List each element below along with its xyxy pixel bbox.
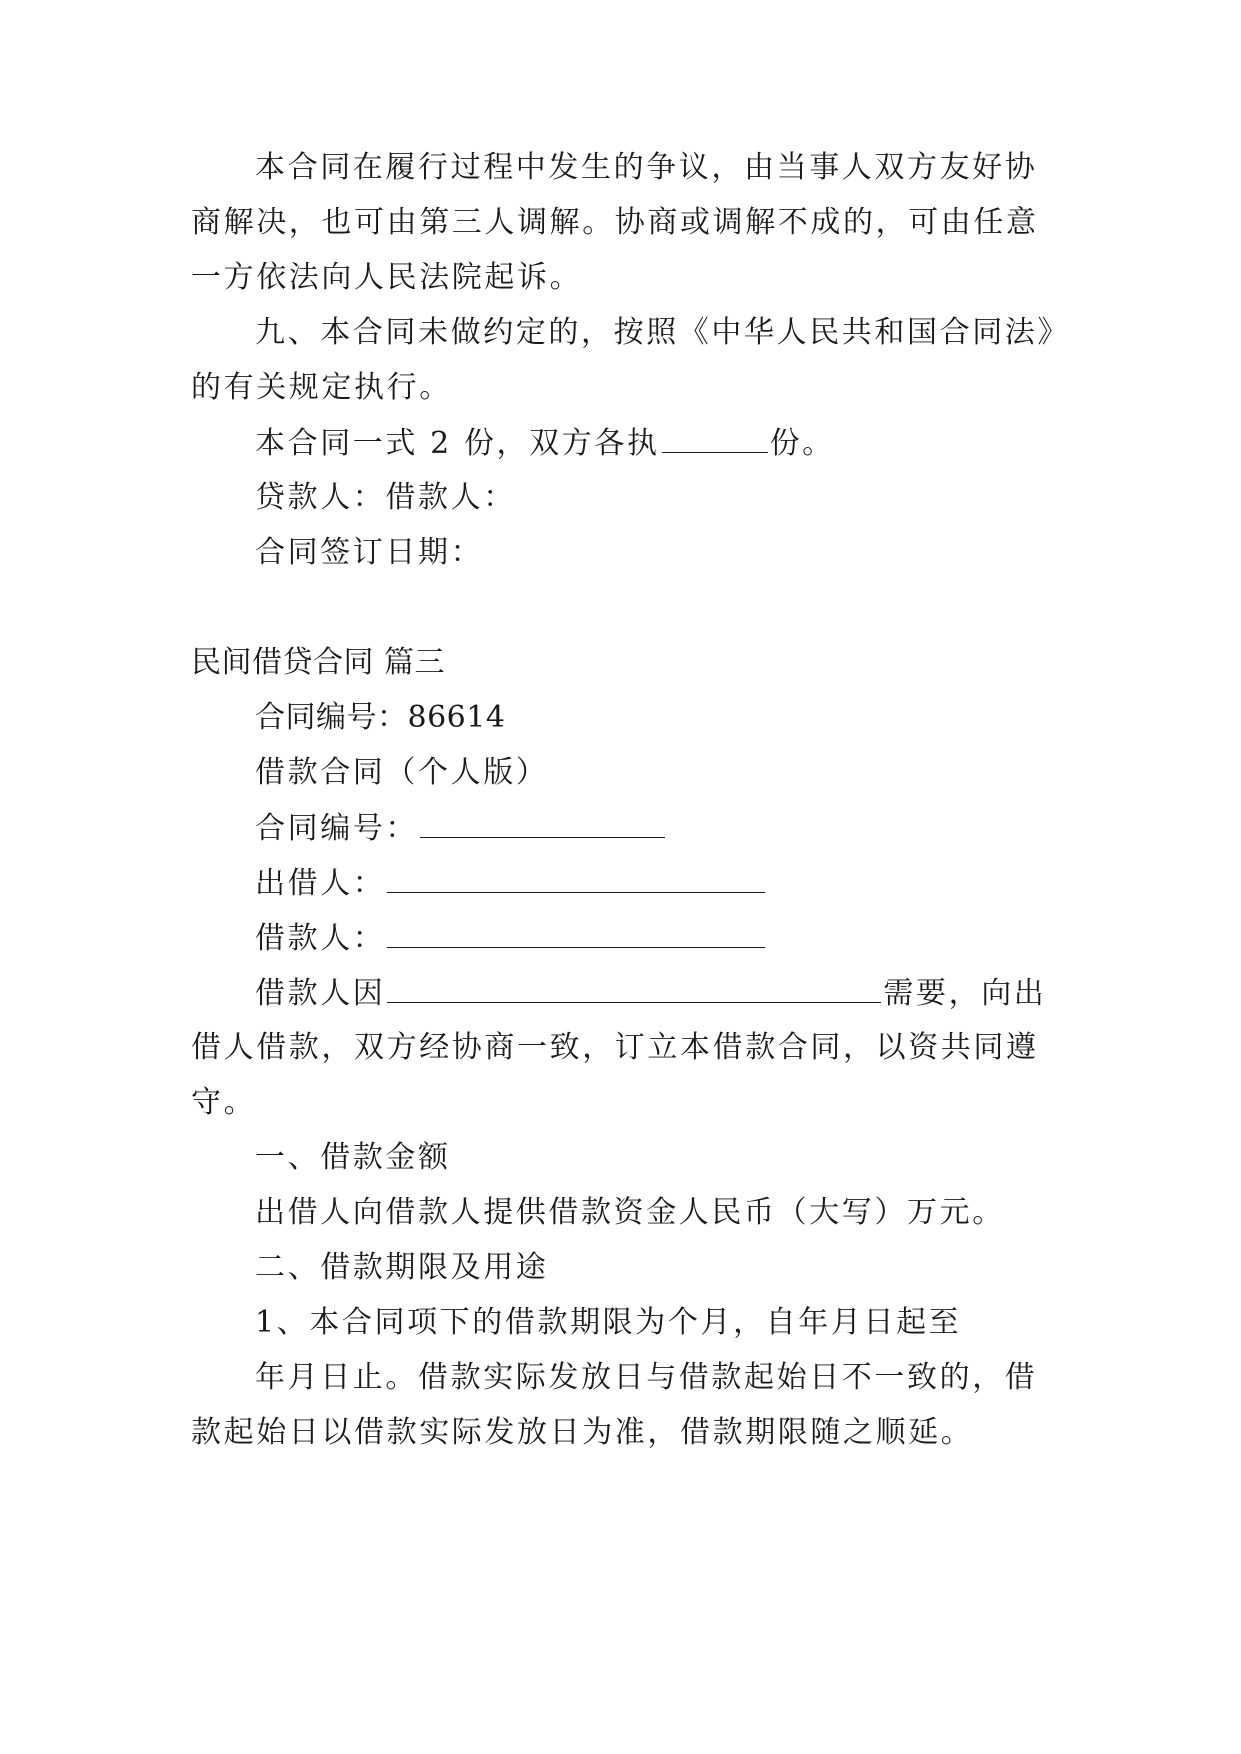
dispute-clause-line-1: 本合同在履行过程中发生的争议，由当事人双方友好协 bbox=[255, 150, 1038, 185]
contract-number-label: 合同编号： bbox=[255, 811, 418, 846]
heading-loan-amount: 一、借款金额 bbox=[255, 1140, 451, 1175]
lender-blank bbox=[387, 868, 765, 893]
borrower-blank bbox=[387, 923, 765, 948]
clause-nine-line-2: 的有关规定执行。 bbox=[191, 370, 452, 405]
reason-suffix: 需要，向出 bbox=[883, 976, 1047, 1011]
heading-loan-term: 二、借款期限及用途 bbox=[255, 1250, 549, 1285]
copies-text: 本合同一式 2 份，双方各执 bbox=[255, 426, 660, 461]
contract-subtitle: 借款合同（个人版） bbox=[255, 755, 549, 790]
contract-number: 合同编号：86614 bbox=[255, 700, 506, 735]
loan-term-line-2: 年月日止。借款实际发放日与借款起始日不一致的，借 bbox=[255, 1360, 1038, 1395]
lender-field bbox=[255, 868, 767, 899]
lender-label: 出借人： bbox=[255, 866, 386, 901]
copies-suffix: 份。 bbox=[769, 426, 835, 461]
borrower-field bbox=[255, 923, 767, 954]
dispute-clause-line-2: 商解决，也可由第三人调解。协商或调解不成的，可由任意 bbox=[191, 205, 1039, 240]
reason-line-3: 守。 bbox=[191, 1085, 257, 1120]
reason-blank bbox=[387, 978, 881, 1003]
dispute-clause-line-3: 一方依法向人民法院起诉。 bbox=[191, 260, 583, 295]
section-title: 民间借贷合同 篇三 bbox=[191, 645, 446, 680]
copies-line bbox=[255, 428, 835, 459]
clause-nine-line-1: 九、本合同未做约定的，按照《中华人民共和国合同法》 bbox=[255, 315, 1070, 350]
borrower-label: 借款人： bbox=[255, 921, 386, 956]
loan-amount-text: 出借人向借款人提供借款资金人民币（大写）万元。 bbox=[255, 1195, 1005, 1230]
loan-term-line-1: 1、本合同项下的借款期限为个月，自年月日起至 bbox=[255, 1305, 962, 1340]
contract-number-blank bbox=[420, 813, 665, 838]
sign-date-line: 合同签订日期： bbox=[255, 535, 484, 570]
parties-line: 贷款人：借款人： bbox=[255, 480, 516, 515]
copies-blank bbox=[662, 428, 768, 453]
reason-prefix: 借款人因 bbox=[255, 976, 386, 1011]
reason-line-2: 借人借款，双方经协商一致，订立本借款合同，以资共同遵 bbox=[191, 1030, 1039, 1065]
reason-line-1 bbox=[255, 978, 1046, 1009]
contract-number-field bbox=[255, 813, 667, 844]
loan-term-line-3: 款起始日以借款实际发放日为准，借款期限随之顺延。 bbox=[191, 1415, 974, 1450]
